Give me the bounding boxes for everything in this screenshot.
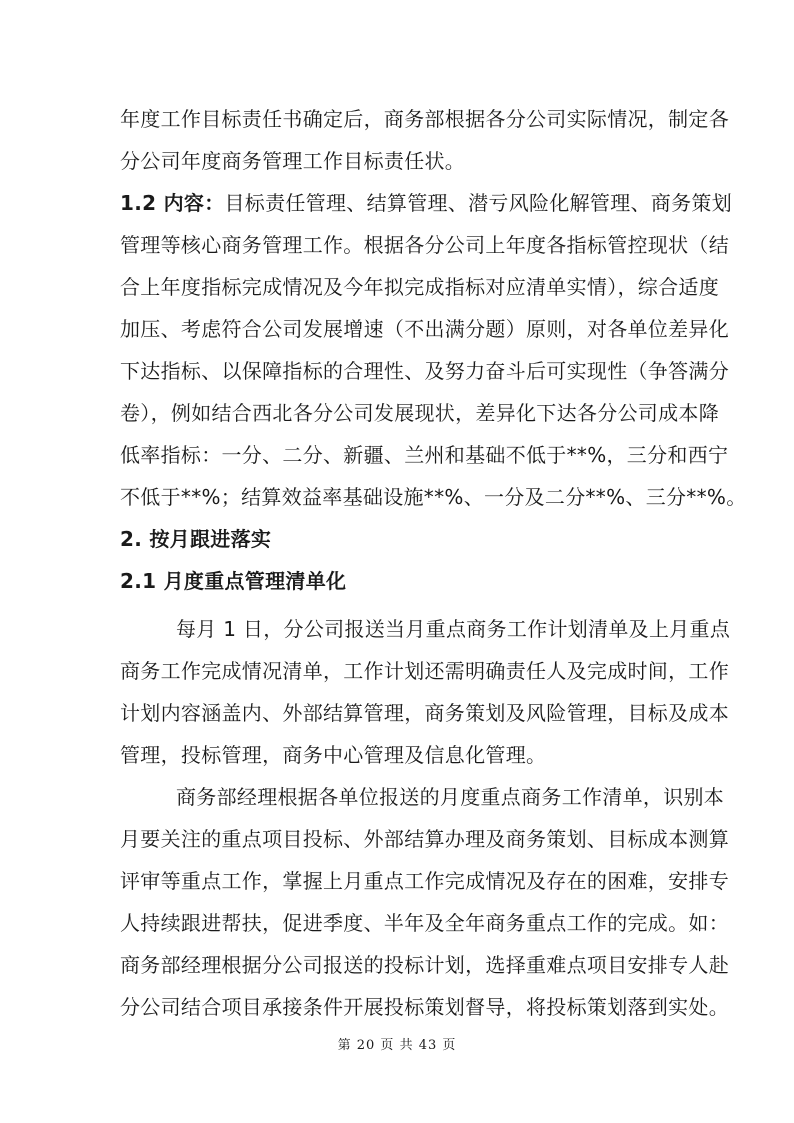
paragraph-line: 分公司年度商务管理工作目标责任状。 [120,149,466,173]
paragraph-line: 低率指标：一分、二分、新疆、兰州和基础不低于**%，三分和西宁 [120,443,729,467]
paragraph-text: 目标责任管理、结算管理、潜亏风险化解管理、商务策划 [224,191,732,215]
paragraph-line: 下达指标、以保障指标的合理性、及努力奋斗后可实现性（争答满分 [120,359,729,383]
paragraph-line: 每月 1 日，分公司报送当月重点商务工作计划清单及上月重点 [176,617,731,641]
paragraph-line: 商务工作完成情况清单，工作计划还需明确责任人及完成时间，工作 [120,659,729,683]
paragraph-line: 商务部经理根据分公司报送的投标计划，选择重难点项目安排专人赴 [120,953,729,977]
paragraph-line: 评审等重点工作，掌握上月重点工作完成情况及存在的困难，安排专 [120,869,729,893]
paragraph-line: 管理，投标管理，商务中心管理及信息化管理。 [120,743,547,767]
section-2-heading: 2. 按月跟进落实 [120,527,272,551]
paragraph-line: 加压、考虑符合公司发展增速（不出满分题）原则，对各单位差异化 [120,317,729,341]
paragraph-line: 管理等核心商务管理工作。根据各分公司上年度各指标管控现状（结 [120,233,729,257]
paragraph-line: 计划内容涵盖内、外部结算管理，商务策划及风险管理，目标及成本 [120,701,729,725]
paragraph-line: 合上年度指标完成情况及今年拟完成指标对应清单实情），综合适度 [120,275,719,299]
paragraph-line: 年度工作目标责任书确定后，商务部根据各分公司实际情况，制定各 [120,107,729,131]
paragraph-line: 人持续跟进帮扶，促进季度、半年及全年商务重点工作的完成。如： [120,911,729,935]
paragraph-line: 卷），例如结合西北各分公司发展现状，差异化下达各分公司成本降 [120,401,719,425]
section-1-2-line [120,191,732,215]
paragraph-line: 商务部经理根据各单位报送的月度重点商务工作清单，识别本 [176,785,725,809]
section-2-1-heading: 2.1 月度重点管理清单化 [120,569,347,593]
section-1-2-label: 1.2 内容： [120,191,225,215]
page-number-footer: 第 20 页 共 43 页 [337,1038,457,1053]
paragraph-line: 分公司结合项目承接条件开展投标策划督导，将投标策划落到实处。 [120,995,729,1019]
paragraph-line: 不低于**%；结算效益率基础设施**%、一分及二分**%、三分**%。 [120,485,747,509]
paragraph-line: 月要关注的重点项目投标、外部结算办理及商务策划、目标成本测算 [120,827,729,851]
